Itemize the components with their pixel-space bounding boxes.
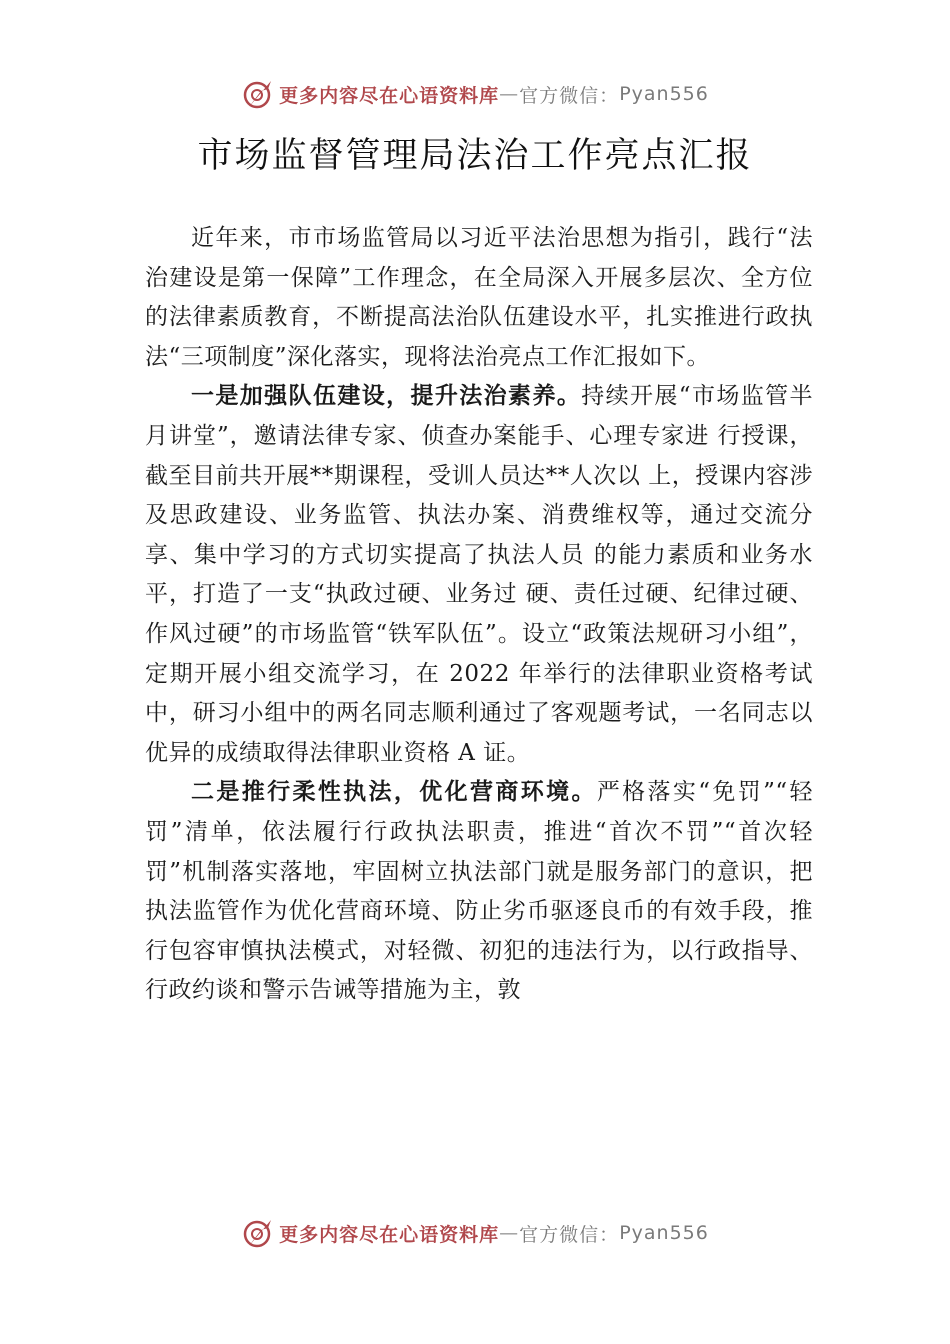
paragraph-text: 严格落实“免罚”“轻罚”清单，依法履行行政执法职责，推进“首次不罚”“首次轻罚”机制落实落地，牢固树立执法部门就是服务部门的意识，把执法监管作为优化营商环境、防止劣币驱逐良币的有效手段，推行包容审慎执法模式，对轻微、初犯的违法行为，以行政指导、行政约谈和警示告诫等措施为主，敦: [145, 779, 813, 1004]
footer-watermark: [0, 1213, 950, 1253]
header-watermark: [0, 74, 950, 114]
paragraph-intro: [145, 219, 813, 377]
watermark-label: 官方微信：: [519, 84, 620, 107]
quill-logo-icon: [241, 77, 275, 111]
paragraph-team-building: [145, 377, 813, 773]
watermark-label: 官方微信：: [519, 1223, 620, 1246]
watermark-wechat-id: Pyan556: [619, 1222, 709, 1244]
watermark-brand: 更多内容尽在心语资料库: [279, 84, 500, 107]
watermark-dash: —: [499, 1222, 520, 1244]
paragraph-text: 近年来，市市场监管局以习近平法治思想为指引，践行“法治建设是第一保障”工作理念，在全局深入开展多层次、全方位的法律素质教育，不断提高法治队伍建设水平，扎实推进行政执法“三项制度”深化落实，现将法治亮点工作汇报如下。: [145, 225, 813, 370]
quill-logo-icon: [241, 1216, 275, 1250]
watermark-dash: —: [499, 83, 520, 105]
paragraph-lead: 二是推行柔性执法，优化营商环境。: [191, 779, 597, 806]
document-body: [145, 219, 813, 1011]
paragraph-lead: 一是加强队伍建设，提升法治素养。: [191, 383, 582, 410]
watermark-wechat-id: Pyan556: [619, 83, 709, 105]
watermark-brand: 更多内容尽在心语资料库: [279, 1223, 500, 1246]
document-title: 市场监督管理局法治工作亮点汇报: [197, 136, 753, 176]
paragraph-flexible-enforcement: [145, 773, 813, 1011]
paragraph-text: 持续开展“市场监管半月讲堂”，邀请法律专家、侦查办案能手、心理专家进 行授课，截至目前共开展**期课程，受训人员达**人次以 上，授课内容涉及思政建设、业务监管、执法办案、消费维权等，通过交流分享、集中学习的方式切实提高了执法人员 的能力素质和业务水平，打造了一支“执政过硬、业务过 硬、责任过硬、纪律过硬、作风过硬”的市场监管“铁军队伍”。设立“政策法规研习小组”，定期开展小组交流学习，在 2022 年举行的法律职业资格考试中，研习小组中的两名同志顺利通过了客观题考试，一名同志以优异的成绩取得法律职业资格 A 证。: [145, 383, 813, 766]
